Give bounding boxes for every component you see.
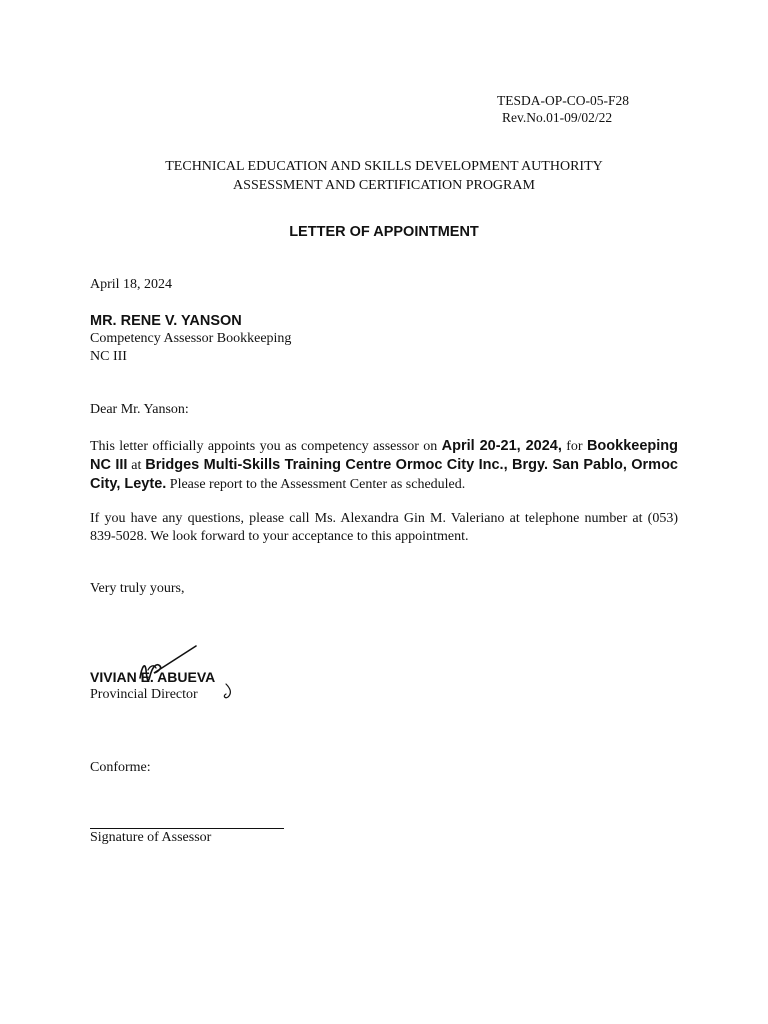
letter-date: April 18, 2024	[90, 277, 173, 292]
assessment-venue: Bridges Multi-Skills Training Centre Ormoc City Inc., Brgy. San Pablo, Ormoc City, Leyte.	[90, 457, 678, 492]
document-title: LETTER OF APPOINTMENT	[289, 224, 479, 240]
signatory-block	[90, 668, 215, 704]
agency-header	[0, 157, 768, 195]
form-code-block	[497, 92, 629, 126]
complimentary-close: Very truly yours,	[90, 581, 185, 596]
recipient-title-level: NC III	[90, 349, 127, 364]
para1-text-4: Please report to the Assessment Center as scheduled.	[166, 477, 466, 492]
signature-line	[90, 828, 284, 829]
signatory-name: VIVIAN E. ABUEVA	[90, 669, 216, 685]
qualification: Bookkeeping NC III	[90, 438, 678, 473]
form-code: TESDA-OP-CO-05-F28	[497, 93, 630, 108]
body-paragraph-2: If you have any questions, please call Ms. Alexandra Gin M. Valeriano at telephone number at (053) 839-5028. We look forward to your acceptance to this appointment.	[90, 511, 678, 544]
signature-caption: Signature of Assessor	[90, 830, 212, 845]
revision-number: Rev.No.01-09/02/22	[502, 110, 613, 125]
para1-text-3: at	[127, 458, 146, 473]
program-name: ASSESSMENT AND CERTIFICATION PROGRAM	[233, 178, 535, 193]
conforme-label: Conforme:	[90, 760, 151, 775]
signatory-position: Provincial Director	[90, 687, 198, 702]
para1-text-2: for	[561, 439, 587, 454]
recipient-name: MR. RENE V. YANSON	[90, 313, 242, 329]
body-paragraph-1	[90, 437, 678, 494]
salutation: Dear Mr. Yanson:	[90, 402, 189, 417]
recipient-block	[90, 312, 291, 366]
assessment-date: April 20-21, 2024,	[441, 438, 562, 454]
para1-text-1: This letter officially appoints you as competency assessor on	[90, 439, 442, 454]
agency-name: TECHNICAL EDUCATION AND SKILLS DEVELOPMENT AUTHORITY	[165, 159, 603, 174]
recipient-title: Competency Assessor Bookkeeping	[90, 331, 292, 346]
